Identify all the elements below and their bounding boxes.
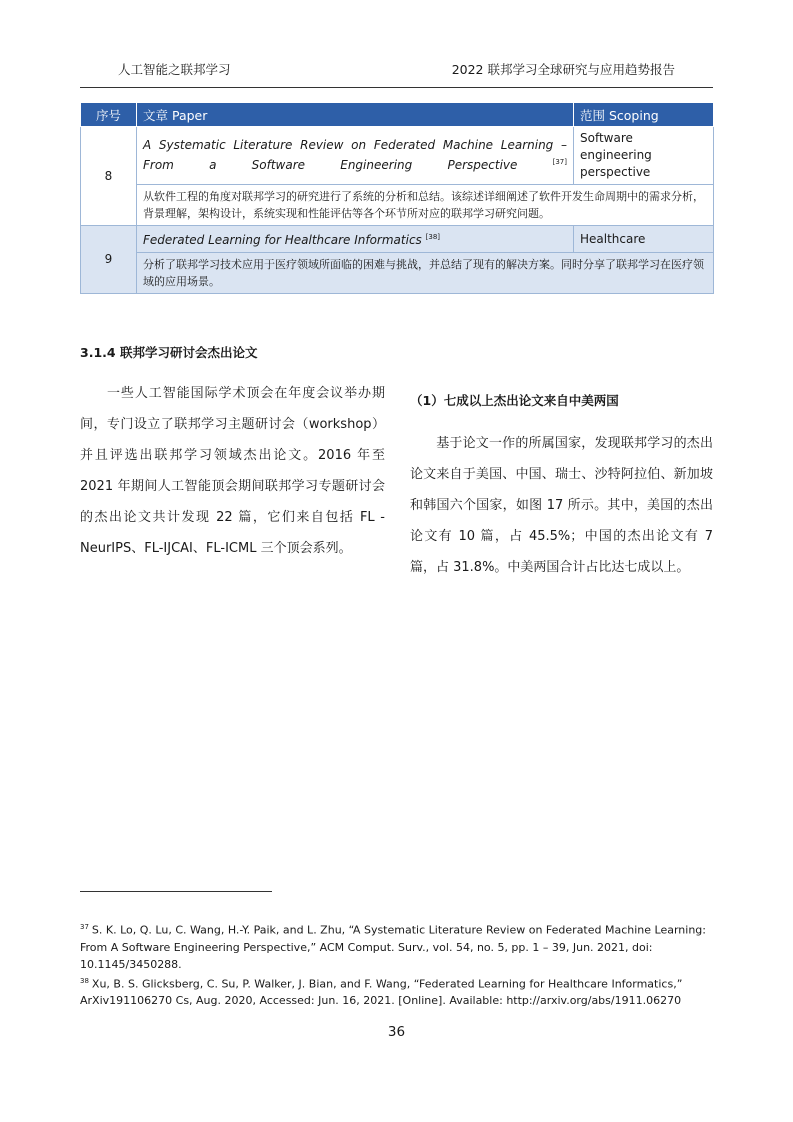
- header-paper: 文章 Paper: [137, 103, 574, 127]
- table-row-description: [81, 253, 714, 294]
- paper-scope: Software engineering perspective: [574, 127, 714, 185]
- table-row: [81, 226, 714, 253]
- header-scoping: 范围 Scoping: [574, 103, 714, 127]
- footnote-item: [80, 919, 720, 973]
- paper-title: [137, 127, 574, 185]
- table-row-description: [81, 185, 714, 226]
- footnote-divider: [80, 891, 272, 892]
- body-paragraph-1: [80, 378, 385, 564]
- paper-title-text: Federated Learning for Healthcare Informatics: [143, 233, 422, 247]
- row-number: 9: [81, 226, 137, 294]
- survey-papers-table: [80, 102, 714, 294]
- page-number: 36: [387, 1024, 406, 1040]
- footnote-number: 37: [80, 923, 89, 931]
- row-number: 8: [81, 127, 137, 226]
- paper-description: 从软件工程的角度对联邦学习的研究进行了系统的分析和总结。该综述详细阐述了软件开发生命周期中的需求分析，背景理解，架构设计，系统实现和性能评估等各个环节所对应的联邦学习研究问题。: [137, 185, 714, 226]
- citation-ref: [38]: [425, 233, 441, 241]
- footnotes: [80, 919, 720, 1009]
- paper-description: 分析了联邦学习技术应用于医疗领域所面临的困难与挑战，并总结了现有的解决方案。同时分享了联邦学习在医疗领域的应用场景。: [137, 253, 714, 294]
- citation-ref: [37]: [552, 158, 567, 166]
- table-header-row: [81, 103, 714, 127]
- footnote-item: [80, 973, 720, 1010]
- running-header-left: 人工智能之联邦学习: [118, 62, 231, 77]
- paper-title: [137, 226, 574, 253]
- header-divider: [80, 87, 713, 88]
- left-column: [80, 336, 385, 564]
- right-column: [410, 378, 713, 583]
- paper-title-text: A Systematic Literature Review on Federated Machine Learning – From a Software Engineering Perspective: [143, 138, 567, 172]
- paper-scope: Healthcare: [574, 226, 714, 253]
- footnote-text: Xu, B. S. Glicksberg, C. Su, P. Walker, J. Bian, and F. Wang, “Federated Learning for Healthcare Informatics,” ArXiv191106270 Cs, Aug. 2020, Accessed: Jun. 16, 2021. [Online]. Available: http://arxiv.org/abs/1911.06270: [80, 977, 683, 1008]
- subsection-heading: （1）七成以上杰出论文来自中美两国: [410, 393, 619, 408]
- running-header-right: 2022 联邦学习全球研究与应用趋势报告: [451, 62, 675, 77]
- section-heading: 3.1.4 联邦学习研讨会杰出论文: [80, 345, 258, 360]
- table-row: [81, 127, 714, 185]
- body-paragraph-1-text: 一些人工智能国际学术顶会在年度会议举办期间，专门设立了联邦学习主题研讨会（workshop）并且评选出联邦学习领域杰出论文。2016 年至 2021 年期间人工智能顶会期间联邦学习专题研讨会的杰出论文共计发现 22 篇，它们来自包括 FL -NeurIPS、FL-IJCAI、FL-ICML 三个顶会系列。: [80, 386, 385, 556]
- body-paragraph-2: [410, 428, 713, 583]
- header-number: 序号: [81, 103, 137, 127]
- body-paragraph-2-text: 基于论文一作的所属国家，发现联邦学习的杰出论文来自于美国、中国、瑞士、沙特阿拉伯、新加坡和韩国六个国家，如图 17 所示。其中，美国的杰出论文有 10 篇，占 45.5%；中国的杰出论文有 7 篇，占 31.8%。中美两国合计占比达七成以上。: [410, 436, 713, 575]
- footnote-number: 38: [80, 976, 89, 985]
- footnote-text: S. K. Lo, Q. Lu, C. Wang, H.-Y. Paik, and L. Zhu, “A Systematic Literature Review on Federated Machine Learning: From A Software Engineering Perspective,” ACM Comput. Surv., vol. 54, no. 5, pp. 1 – 39, Jun. 2021, doi: 10.1145/3450288.: [80, 923, 706, 971]
